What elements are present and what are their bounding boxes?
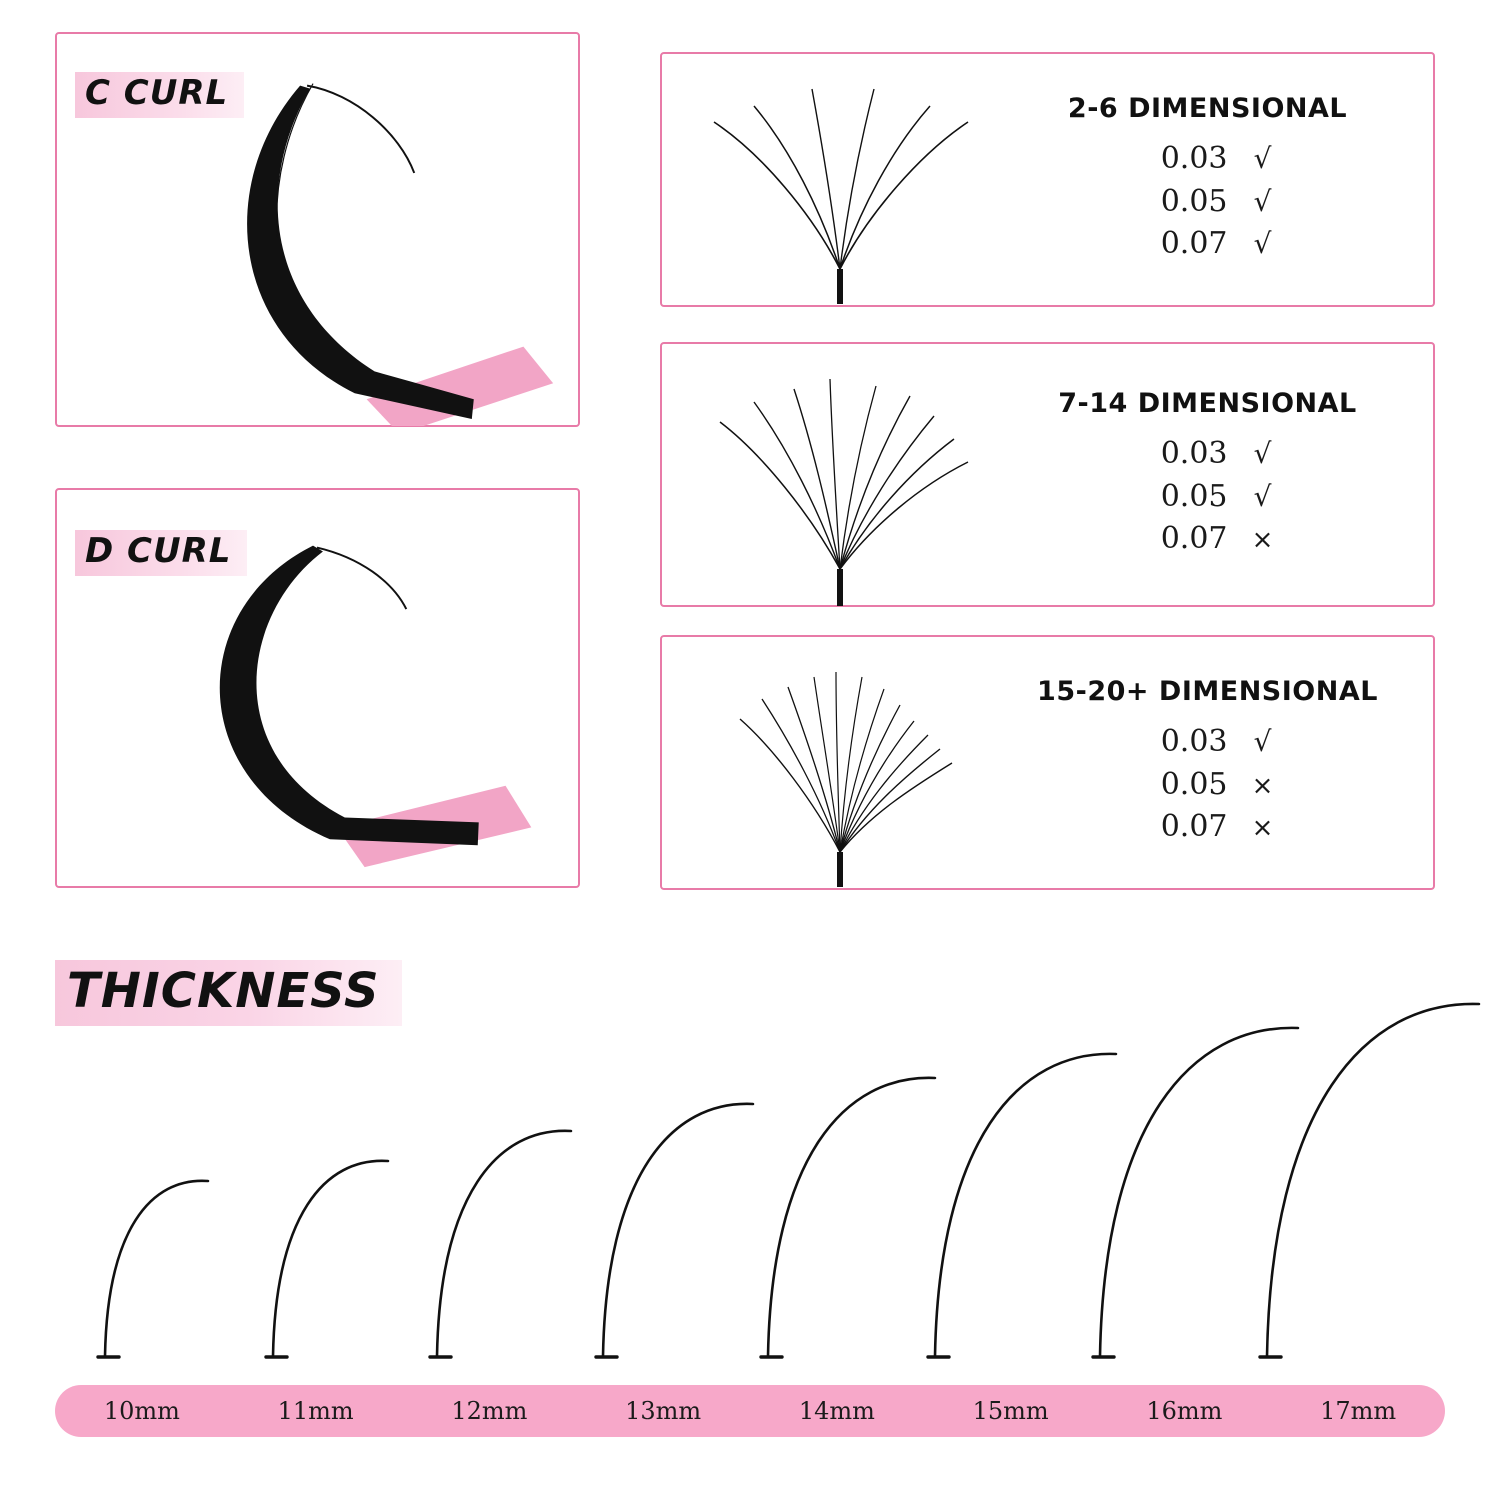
size-label-16mm: 16mm — [1146, 1397, 1223, 1425]
cross-icon: × — [1251, 770, 1274, 801]
lash-strand-10mm — [95, 1175, 210, 1360]
c-curl-lash-illustration — [57, 34, 578, 426]
lash-strand-14mm — [758, 1072, 937, 1360]
availability-row — [1118, 138, 1298, 181]
thickness-size: 0.03 — [1160, 724, 1228, 760]
lash-size-bar — [55, 1385, 1445, 1437]
availability-row — [1118, 181, 1298, 224]
dimensional-info-7-14 — [1012, 388, 1433, 561]
thickness-heading: THICKNESS — [55, 960, 402, 1026]
check-icon: √ — [1253, 184, 1272, 218]
dimensional-info-15-20 — [1012, 676, 1433, 849]
availability-row — [1118, 223, 1298, 266]
thickness-size: 0.03 — [1160, 436, 1228, 472]
lash-length-illustrations — [60, 1000, 1450, 1360]
check-icon: √ — [1253, 437, 1272, 471]
thickness-size: 0.03 — [1160, 141, 1228, 177]
thickness-availability-list — [1118, 138, 1298, 266]
thickness-availability-list — [1118, 433, 1298, 561]
size-label-12mm: 12mm — [451, 1397, 528, 1425]
thickness-section — [0, 930, 1500, 1500]
size-label-10mm: 10mm — [103, 1397, 180, 1425]
check-icon: √ — [1253, 142, 1272, 176]
check-icon: √ — [1253, 725, 1272, 759]
thickness-size: 0.05 — [1160, 766, 1228, 802]
dimensional-title: 15-20+ DIMENSIONAL — [1037, 676, 1378, 708]
dimensional-panel-15-20 — [660, 635, 1435, 890]
thickness-size: 0.07 — [1160, 809, 1228, 845]
fan-illustration-15-20 — [662, 637, 1012, 888]
thickness-size: 0.07 — [1160, 226, 1228, 262]
curl-label-d: D CURL — [75, 530, 247, 576]
availability-row — [1118, 721, 1298, 764]
size-label-11mm: 11mm — [277, 1397, 354, 1425]
dimensional-panel-7-14 — [660, 342, 1435, 607]
size-label-17mm: 17mm — [1320, 1397, 1397, 1425]
size-label-15mm: 15mm — [972, 1397, 1049, 1425]
lash-strand-11mm — [263, 1155, 390, 1360]
dimensional-panel-2-6 — [660, 52, 1435, 307]
lash-strand-13mm — [593, 1098, 755, 1360]
availability-row — [1118, 806, 1298, 849]
curl-panel-c — [55, 32, 580, 427]
thickness-size: 0.05 — [1160, 478, 1228, 514]
thickness-size: 0.05 — [1160, 183, 1228, 219]
size-label-14mm: 14mm — [798, 1397, 875, 1425]
availability-row — [1118, 476, 1298, 519]
dimensional-title: 7-14 DIMENSIONAL — [1058, 388, 1357, 420]
size-label-13mm: 13mm — [625, 1397, 702, 1425]
dimensional-info-2-6 — [1012, 93, 1433, 266]
fan-illustration-2-6 — [662, 54, 1012, 305]
check-icon: √ — [1253, 479, 1272, 513]
fan-illustration-7-14 — [662, 344, 1012, 605]
thickness-size: 0.07 — [1160, 521, 1228, 557]
curl-panel-d — [55, 488, 580, 888]
availability-row — [1118, 433, 1298, 476]
d-curl-lash-illustration — [57, 490, 578, 887]
curl-label-c: C CURL — [75, 72, 244, 118]
availability-row — [1118, 518, 1298, 561]
check-icon: √ — [1253, 227, 1272, 261]
thickness-availability-list — [1118, 721, 1298, 849]
availability-row — [1118, 764, 1298, 807]
cross-icon: × — [1251, 813, 1274, 844]
lash-strand-12mm — [427, 1125, 573, 1360]
cross-icon: × — [1251, 525, 1274, 556]
dimensional-title: 2-6 DIMENSIONAL — [1067, 93, 1348, 125]
lash-strand-17mm — [1257, 998, 1481, 1360]
